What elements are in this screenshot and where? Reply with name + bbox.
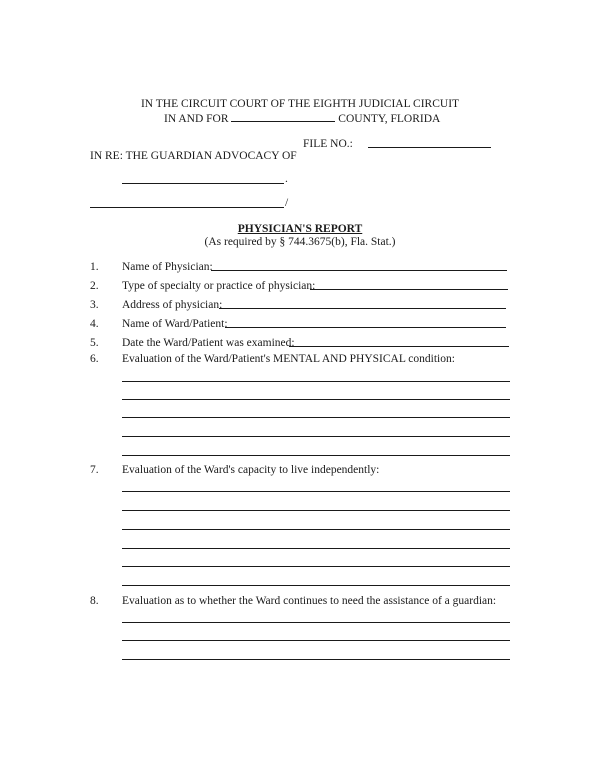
- file-no-label: FILE NO.:: [303, 138, 353, 150]
- item-label: Name of Ward/Patient:: [122, 318, 228, 330]
- item-number: 4.: [90, 318, 99, 330]
- independence-line[interactable]: [122, 548, 510, 549]
- item-number: 6.: [90, 353, 99, 365]
- item-number: 2.: [90, 280, 99, 292]
- guardian-need-line[interactable]: [122, 622, 510, 623]
- county-blank[interactable]: [231, 111, 335, 122]
- item-number: 3.: [90, 299, 99, 311]
- exam-date-field[interactable]: [289, 346, 509, 347]
- item-number: 1.: [90, 261, 99, 273]
- case-caption-field[interactable]: [90, 207, 284, 208]
- independence-line[interactable]: [122, 491, 510, 492]
- mental-physical-line[interactable]: [122, 436, 510, 437]
- report-title: PHYSICIAN'S REPORT: [237, 223, 363, 235]
- independence-line[interactable]: [122, 510, 510, 511]
- specialty-field[interactable]: [310, 289, 508, 290]
- ward-patient-name-field[interactable]: [225, 327, 506, 328]
- item-label: Name of Physician:: [122, 261, 213, 273]
- ward-name-field[interactable]: [122, 183, 284, 184]
- county-prefix: IN AND FOR: [164, 113, 229, 125]
- court-line: IN THE CIRCUIT COURT OF THE EIGHTH JUDICIAL CIRCUIT: [140, 98, 460, 110]
- ward-name-period: .: [285, 173, 288, 185]
- independence-line[interactable]: [122, 585, 510, 586]
- item-label: Type of specialty or practice of physician:: [122, 280, 316, 292]
- guardian-need-line[interactable]: [122, 640, 510, 641]
- mental-physical-line[interactable]: [122, 381, 510, 382]
- item-label: Address of physician:: [122, 299, 223, 311]
- county-line: [164, 111, 440, 126]
- case-caption-slash: /: [285, 197, 289, 209]
- physician-address-field[interactable]: [219, 308, 506, 309]
- item-label: Evaluation of the Ward/Patient's MENTAL AND PHYSICAL condition:: [122, 353, 455, 365]
- independence-line[interactable]: [122, 566, 510, 567]
- county-suffix: COUNTY, FLORIDA: [338, 113, 441, 125]
- file-no-field[interactable]: [368, 147, 491, 148]
- report-subtitle: (As required by § 744.3675(b), Fla. Stat.): [204, 236, 396, 248]
- independence-line[interactable]: [122, 529, 510, 530]
- item-label: Evaluation of the Ward's capacity to live independently:: [122, 464, 380, 476]
- mental-physical-line[interactable]: [122, 417, 510, 418]
- in-re-heading: IN RE: THE GUARDIAN ADVOCACY OF: [90, 150, 297, 162]
- item-number: 7.: [90, 464, 99, 476]
- item-number: 8.: [90, 595, 99, 607]
- item-label: Date the Ward/Patient was examined:: [122, 337, 295, 349]
- mental-physical-line[interactable]: [122, 455, 510, 456]
- item-number: 5.: [90, 337, 99, 349]
- physician-name-field[interactable]: [211, 270, 507, 271]
- guardian-need-line[interactable]: [122, 659, 510, 660]
- item-label: Evaluation as to whether the Ward continues to need the assistance of a guardian:: [122, 595, 497, 607]
- mental-physical-line[interactable]: [122, 399, 510, 400]
